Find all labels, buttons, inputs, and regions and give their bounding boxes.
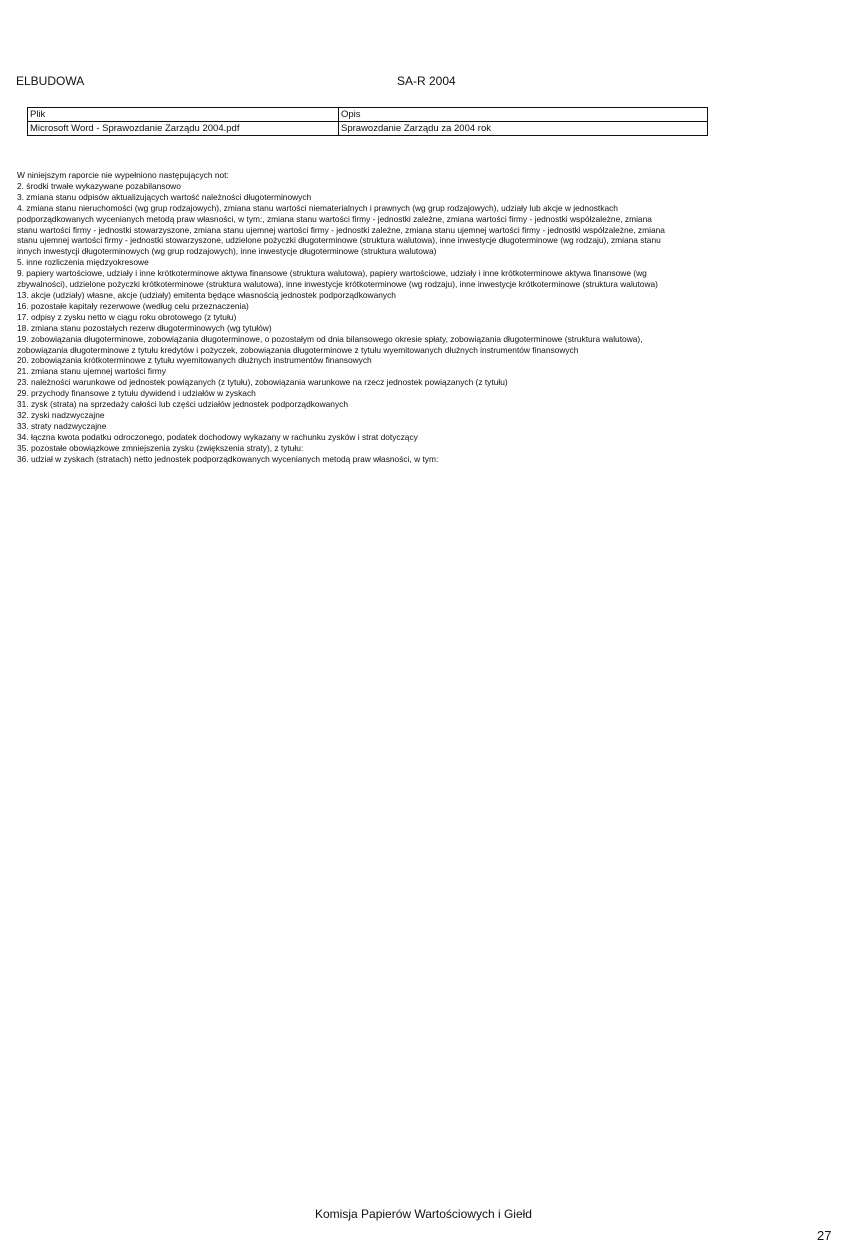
description-cell: Sprawozdanie Zarządu za 2004 rok	[339, 122, 708, 136]
report-title: SA-R 2004	[397, 74, 456, 88]
unfilled-notes-list	[17, 170, 807, 464]
list-item: innych inwestycji długoterminowych (wg grup rodzajowych), inne inwestycje długoterminowe (struktura walutowa)	[17, 246, 437, 257]
list-item: 35. pozostałe obowiązkowe zmniejszenia zysku (zwiększenia straty), z tytułu:	[17, 442, 304, 453]
company-name: ELBUDOWA	[16, 74, 85, 88]
page-number: 27	[817, 1228, 832, 1243]
list-item: 32. zyski nadzwyczajne	[17, 409, 105, 420]
list-item: podporządkowanych wycenianych metodą praw własności, w tym:, zmiana stanu wartości firmy - jednostki zależne, zmiana wartości firmy - jednostki współzależne, zmiana	[17, 213, 652, 224]
list-item: 2. środki trwałe wykazywane pozabilansowo	[17, 180, 181, 191]
list-item: 19. zobowiązania długoterminowe, zobowiązania długoterminowe, o pozostałym od dnia bilansowego okresie spłaty, zobowiązania długoterminowe (struktura walutowa),	[17, 333, 643, 344]
notes-lines	[17, 181, 807, 465]
notes-intro: W niniejszym raporcie nie wypełniono następujących not:	[17, 170, 229, 180]
list-item: 33. straty nadzwyczajne	[17, 420, 107, 431]
description-column-header: Opis	[339, 108, 708, 122]
list-item: 18. zmiana stanu pozostałych rezerw długoterminowych (wg tytułów)	[17, 322, 272, 333]
list-item: 36. udział w zyskach (stratach) netto jednostek podporządkowanych wycenianych metodą praw własności, w tym:	[17, 453, 439, 464]
list-item: 16. pozostałe kapitały rezerwowe (według celu przeznaczenia)	[17, 300, 249, 311]
list-item: 5. inne rozliczenia międzyokresowe	[17, 257, 149, 268]
table-row	[28, 122, 708, 136]
list-item: 9. papiery wartościowe, udziały i inne krótkoterminowe aktywa finansowe (struktura walutowa), papiery wartościowe, udziały i inne krótkoterminowe aktywa finansowe (wg	[17, 268, 647, 279]
list-item: 17. odpisy z zysku netto w ciągu roku obrotowego (z tytułu)	[17, 311, 237, 322]
list-item: 20. zobowiązania krótkoterminowe z tytułu wyemitowanych dłużnych instrumentów finansowych	[17, 355, 372, 366]
file-table	[27, 107, 708, 136]
list-item: zobowiązania długoterminowe z tytułu kredytów i pożyczek, zobowiązania długoterminowe z tytułu wyemitowanych dłużnych instrumentów finansowych	[17, 344, 579, 355]
list-item: zbywalności), udzielone pożyczki krótkoterminowe (struktura walutowa), inne inwestycje krótkoterminowe (wg rodzaju), inne inwestycje krótkoterminowe (struktura walutowa)	[17, 279, 658, 290]
list-item: 21. zmiana stanu ujemnej wartości firmy	[17, 366, 166, 377]
list-item: 13. akcje (udziały) własne, akcje (udziały) emitenta będące własnością jednostek podporządkowanych	[17, 289, 396, 300]
footer-institution: Komisja Papierów Wartościowych i Giełd	[315, 1207, 532, 1221]
file-table-header-row	[28, 108, 708, 122]
file-name-cell: Microsoft Word - Sprawozdanie Zarządu 2004.pdf	[28, 122, 339, 136]
list-item: 31. zysk (strata) na sprzedaży całości lub części udziałów jednostek podporządkowanych	[17, 399, 348, 410]
list-item: 3. zmiana stanu odpisów aktualizujących wartość należności długoterminowych	[17, 191, 312, 202]
list-item: stanu ujemnej wartości firmy - jednostki stowarzyszone, udzielone pożyczki długoterminowe (struktura walutowa), inne inwestycje długoterminowe (wg rodzaju), zmiana stanu	[17, 235, 661, 246]
list-item: 29. przychody finansowe z tytułu dywidend i udziałów w zyskach	[17, 388, 256, 399]
list-item: 23. należności warunkowe od jednostek powiązanych (z tytułu), zobowiązania warunkowe na rzecz jednostek powiązanych (z tytułu)	[17, 377, 508, 388]
list-item: 4. zmiana stanu nieruchomości (wg grup rodzajowych), zmiana stanu wartości niematerialnych i prawnych (wg grup rodzajowych), udziały lub akcje w jednostkach	[17, 202, 618, 213]
file-column-header: Plik	[28, 108, 339, 122]
list-item: stanu wartości firmy - jednostki stowarzyszone, zmiana stanu ujemnej wartości firmy - jednostki zależne, zmiana stanu ujemnej wartości firmy - jednostki współzależne, zmiana	[17, 224, 665, 235]
list-item: 34. łączna kwota podatku odroczonego, podatek dochodowy wykazany w rachunku zysków i strat dotyczący	[17, 431, 418, 442]
